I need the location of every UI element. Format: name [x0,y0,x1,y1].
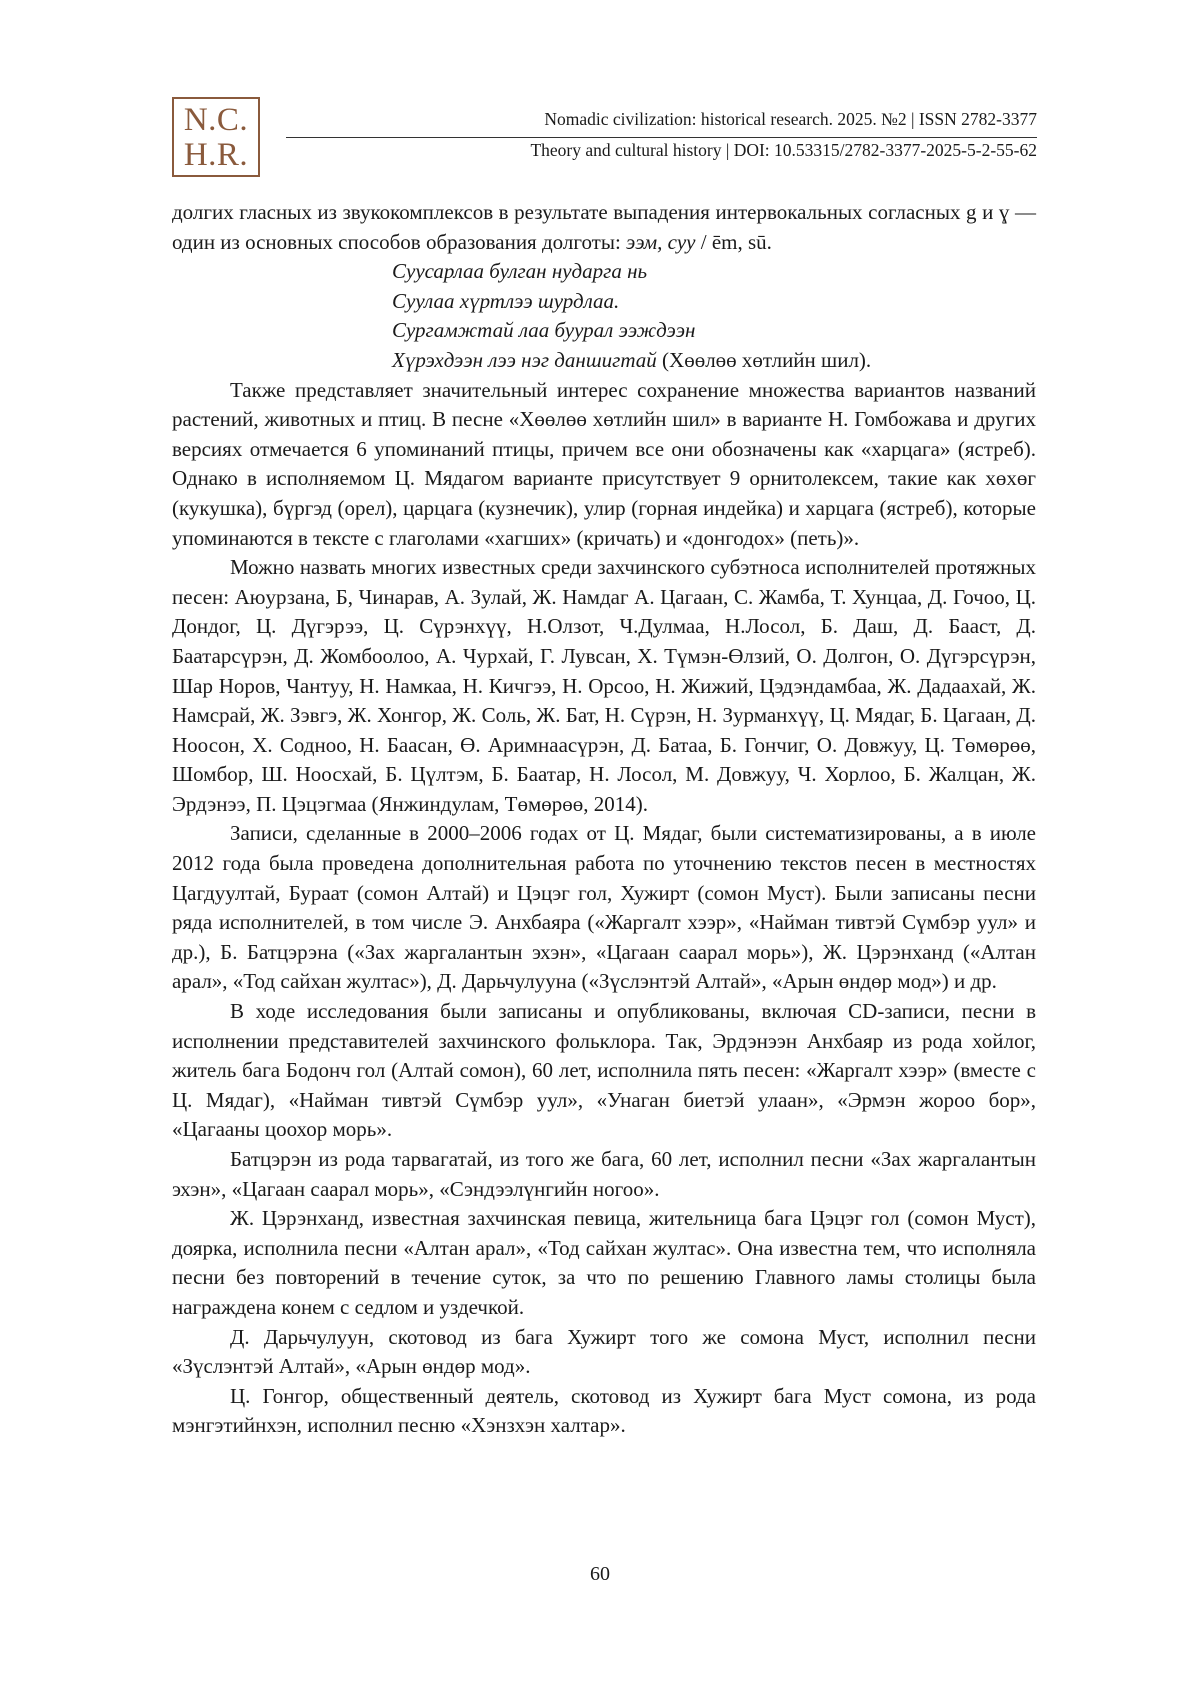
paragraph: В ходе исследования были записаны и опубликованы, включая CD-записи, песни в исполнении представителей захчинского фольклора. Так, Эрдэнээн Анхбаяр из рода хойлог, житель бага Бодонч гол (Алтай сомон), 60 лет, исполнила пять песен: «Жаргалт хээр» (вместе с Ц. Мядаг), «Найман тивтэй Сүмбэр уул», «Унаган биетэй улаан», «Эрмэн жороо бор», «Цагааны цоохор морь». [172,999,1036,1142]
running-header-doi: Theory and cultural history | DOI: 10.53315/2782-3377-2025-5-2-55-62 [530,140,1037,160]
article-body [172,198,1036,1441]
logo-line-1: N.C. [183,102,249,138]
paragraph-continued [172,198,1036,257]
paragraph: Можно назвать многих известных среди захчинского субэтноса исполнителей протяжных песен: Аюурзана, Б, Чинарав, А. Зулай, Ж. Намдаг А. Цагаан, С. Жамба, Т. Хунцаа, Д. Гочоо, Ц. Дондог, Ц. Дүгэрээ, Ц. Сүрэнхүү, Н.Олзот, Ч.Дулмаа, Н.Лосол, Б. Даш, Д. Бааст, Д. Баатарсүрэн, Д. Жомбоолоо, А. Чурхай, Г. Лувсан, Х. Түмэн-Өлзий, О. Долгон, О. Дүгэрсүрэн, Шар Норов, Чантуу, Н. Намкаа, Н. Кичгээ, Н. Орсоо, Н. Жижий, Цэдэндамбаа, Ж. Дадаахай, Ж. Намсрай, Ж. Зэвгэ, Ж. Хонгор, Ж. Соль, Ж. Бат, Н. Сүрэн, Н. Зурманхүү, Ц. Мядаг, Б. Цагаан, Д. Ноосон, Х. Содноо, Н. Баасан, Ө. Аримнаасүрэн, Д. Батаа, Б. Гончиг, О. Довжуу, Ц. Төмөрөө, Шомбор, Ш. Ноосхай, Б. Цүлтэм, Б. Баатар, Н. Лосол, М. Довжуу, Ч. Хорлоо, Б. Жалцан, Ж. Эрдэнээ, П. Цэцэгмаа (Янжиндулам, Төмөрөө, 2014). [172,555,1036,816]
paragraph: Ц. Гонгор, общественный деятель, скотовод из Хужирт бага Муст сомона, из рода мэнгэтийнхэн, исполнил песню «Хэнзхэн халтар». [172,1383,1036,1438]
paragraph: Записи, сделанные в 2000–2006 годах от Ц. Мядаг, были систематизированы, а в июле 2012 года была проведена дополнительная работа по уточнению текстов песен в местностях Цагдуултай, Бураат (сомон Алтай) и Цэцэг гол, Хужирт (сомон Муст). Были записаны песни ряда исполнителей, в том числе Э. Анхбаяра («Жаргалт хээр», «Найман тивтэй Сүмбэр уул» и др.), Б. Батцэрэна («Зах жаргалантын эхэн», «Цагаан саарал морь»), Ж. Цэрэнханд («Алтан арал», «Тод сайхан жултас»), Д. Дарьчулууна («Зүслэнтэй Алтай», «Арын өндөр мод») и др. [172,821,1036,994]
header-divider [286,137,1037,138]
paragraph-text: долгих гласных из звукокомплексов в результате выпадения интервокальных согласных g и ɣ — один из основных способов образования долготы: [172,200,1036,254]
paragraph: Также представляет значительный интерес сохранение множества вариантов названий растений, животных и птиц. В песне «Хөөлөө хөтлийн шил» в варианте Н. Гомбожава и других версиях отмечается 6 упоминаний птицы, причем все они обозначены как «харцага» (ястреб). Однако в исполняемом Ц. Мядагом варианте присутствует 9 орнитолексем, такие как хөхөг (кукушка), бүргэд (орел), царцага (кузнечик), улир (горная индейка) и харцага (ястреб), которые упоминаются в тексте с глаголами «хагших» (кричать) и «донгодох» (петь)». [172,377,1036,550]
poem-quote [172,257,1036,375]
running-header-journal: Nomadic civilization: historical research. 2025. №2 | ISSN 2782-3377 [544,109,1037,129]
poem-line: Хүрэхдээн лээ нэг даншигтай [392,347,657,372]
page-number: 60 [590,1563,610,1585]
logo-line-2: H.R. [183,137,249,173]
paragraph: Д. Дарьчулуун, скотовод из бага Хужирт того же сомона Муст, исполнил песни «Зүслэнтэй Алтай», «Арын өндөр мод». [172,1324,1036,1379]
poem-line: Сургамжтай лаа буурал ээждээн [392,318,696,343]
journal-logo [172,97,260,177]
paragraph: Батцэрэн из рода тарвагатай, из того же бага, 60 лет, исполнил песни «Зах жаргалантын эхэн», «Цагаан саарал морь», «Сэндээлүнгийн ногоо». [172,1147,1036,1201]
poem-line: Суулаа хүртлээ шурдлаа. [392,288,620,313]
poem-line: Суусарлаа булган нударга нь [392,259,648,284]
poem-line-last [392,346,1036,376]
example-words: ээм, суу [626,229,696,254]
paragraph: Ж. Цэрэнханд, известная захчинская певица, жительница бага Цэцэг гол (сомон Муст), доярка, исполнила песни «Алтан арал», «Тод сайхан жултас». Она известна тем, что исполняла песни без повторений в течение суток, за что по решению Главного ламы столицы была награждена конем с седлом и уздечкой. [172,1206,1036,1319]
transliteration: / ēm, sū. [695,229,772,254]
poem-source: (Хөөлөө хөтлийн шил). [656,347,872,372]
